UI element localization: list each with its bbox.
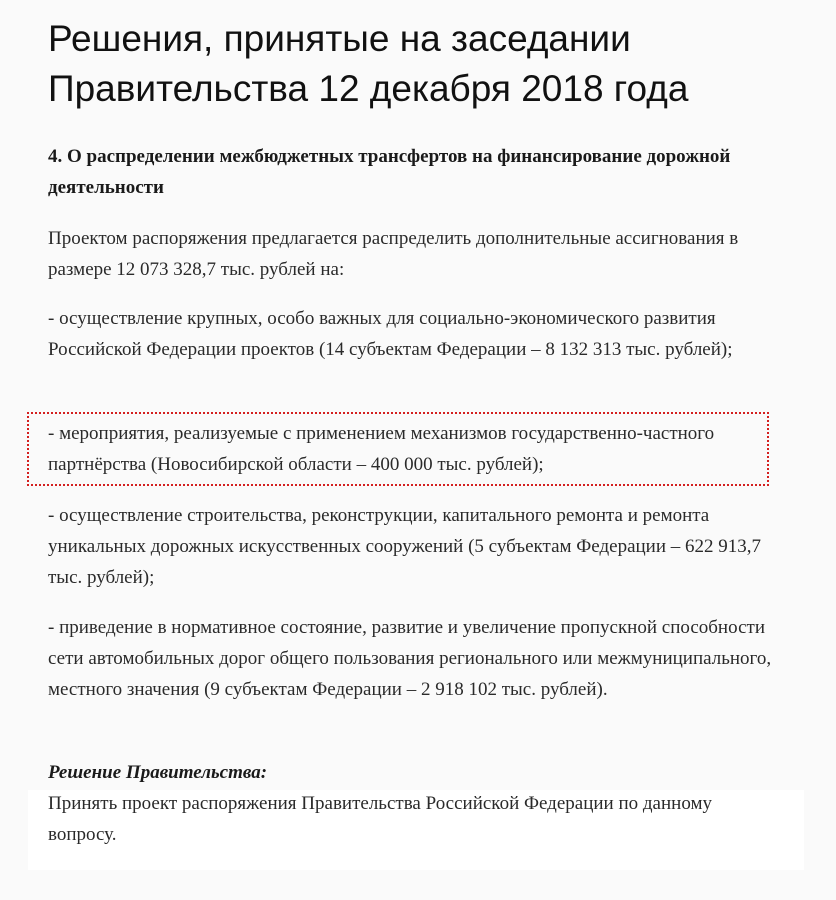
section-heading: 4. О распределении межбюджетных трансфертов на финансирование дорожной деятельности	[48, 146, 731, 198]
page-title: Решения, принятые на заседании Правительства 12 декабря 2018 года	[48, 18, 689, 109]
decision-text: Принять проект распоряжения Правительства Российской Федерации по данному вопросу.	[48, 793, 712, 845]
decision-label: Решение Правительства:	[48, 762, 268, 783]
list-item-major-projects: - осуществление крупных, особо важных для социально-экономического развития Российской Федерации проектов (14 субъектам Федерации – 8 132 313 тыс. рублей);	[48, 308, 733, 360]
list-item-road-network: - приведение в нормативное состояние, развитие и увеличение пропускной способности сети автомобильных дорог общего пользования регионального или межмуниципального, местного значения (9 субъектам Федерации – 2 918 102 тыс. рублей).	[48, 617, 772, 700]
intro-paragraph: Проектом распоряжения предлагается распределить дополнительные ассигнования в размере 12 073 328,7 тыс. рублей на:	[48, 228, 739, 280]
list-item-ppp-highlighted: - мероприятия, реализуемые с применением механизмов государственно-частного партнёрства (Новосибирской области – 400 000 тыс. рублей);	[48, 423, 715, 475]
list-item-structures: - осуществление строительства, реконструкции, капитального ремонта и ремонта уникальных дорожных искусственных сооружений (5 субъектам Федерации – 622 913,7 тыс. рублей);	[48, 505, 762, 588]
